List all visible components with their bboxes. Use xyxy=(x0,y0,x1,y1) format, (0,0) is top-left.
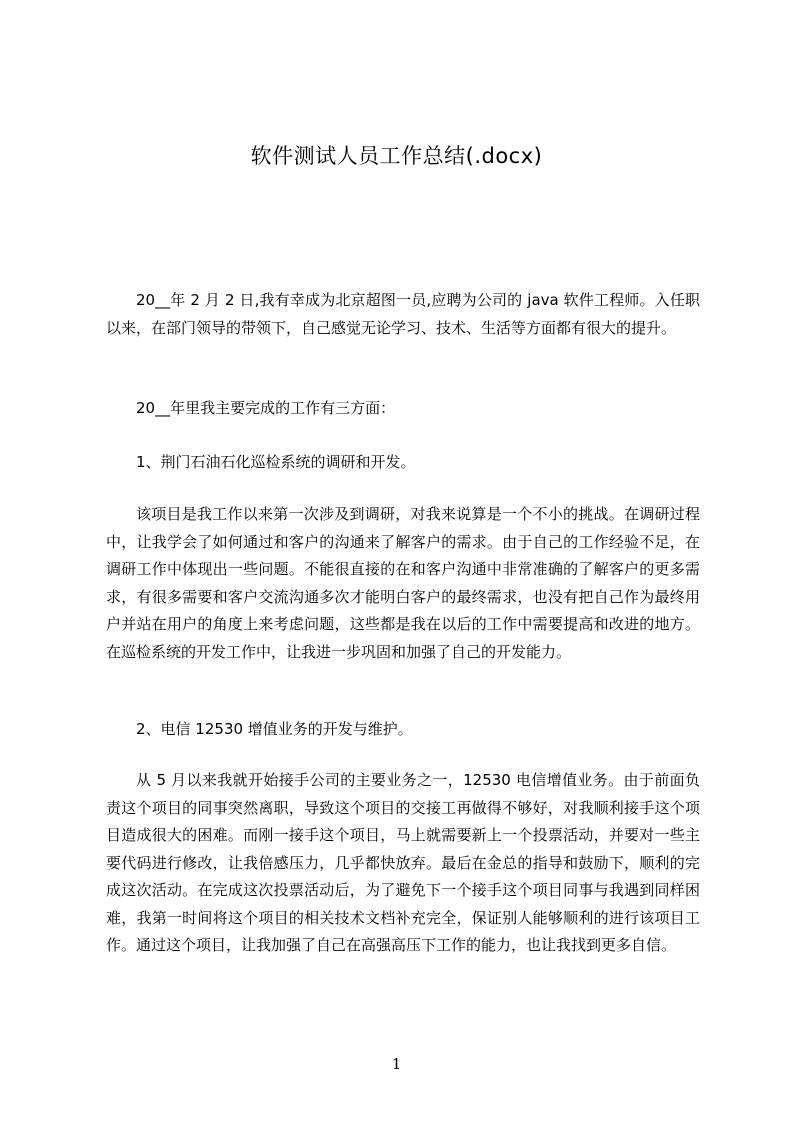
paragraph-section-1-body: 该项目是我工作以来第一次涉及到调研，对我来说算是一个不小的挑战。在调研过程中，让我学会了如何通过和客户的沟通来了解客户的需求。由于自己的工作经验不足，在调研工作中体现出一些问题。不能很直接的在和客户沟通中非常准确的了解客户的更多需求，有很多需要和客户交流沟通多次才能明白客户的最终需求，也没有把自己作为最终用户并站在用户的角度上来考虑问题，这些都是我在以后的工作中需要提高和改进的地方。在巡检系统的开发工作中，让我进一步巩固和加强了自己的开发能力。 xyxy=(106,505,700,661)
paragraph-section-2-body: 从 5 月以来我就开始接手公司的主要业务之一，12530 电信增值业务。由于前面负责这个项目的同事突然离职，导致这个项目的交接工再做得不够好，对我顺利接手这个项目造成很大的困难。而刚一接手这个项目，马上就需要新上一个投票活动，并要对一些主要代码进行修改，让我倍感压力，几乎都快放弃。最后在金总的指导和鼓励下，顺利的完成这次活动。在完成这次投票活动后，为了避免下一个接手这个项目同事与我遇到同样困难，我第一时间将这个项目的相关技术文档补充完全，保证别人能够顺利的进行该项目工作。通过这个项目，让我加强了自己在高强高压下工作的能力，也让我找到更多自信。 xyxy=(106,771,700,954)
paragraph-summary-lead: 20__年里我主要完成的工作有三方面： xyxy=(136,399,396,417)
page-number: 1 xyxy=(391,1055,402,1073)
section-heading-1: 1、荆门石油石化巡检系统的调研和开发。 xyxy=(136,453,416,471)
section-heading-2: 2、电信 12530 增值业务的开发与维护。 xyxy=(136,720,413,738)
paragraph-intro: 20__年 2 月 2 日,我有幸成为北京超图一员,应聘为公司的 java 软件工程师。入任职以来，在部门领导的带领下，自己感觉无论学习、技术、生活等方面都有很大的提升。 xyxy=(106,291,700,337)
document-title: 软件测试人员工作总结(.docx) xyxy=(250,144,543,168)
